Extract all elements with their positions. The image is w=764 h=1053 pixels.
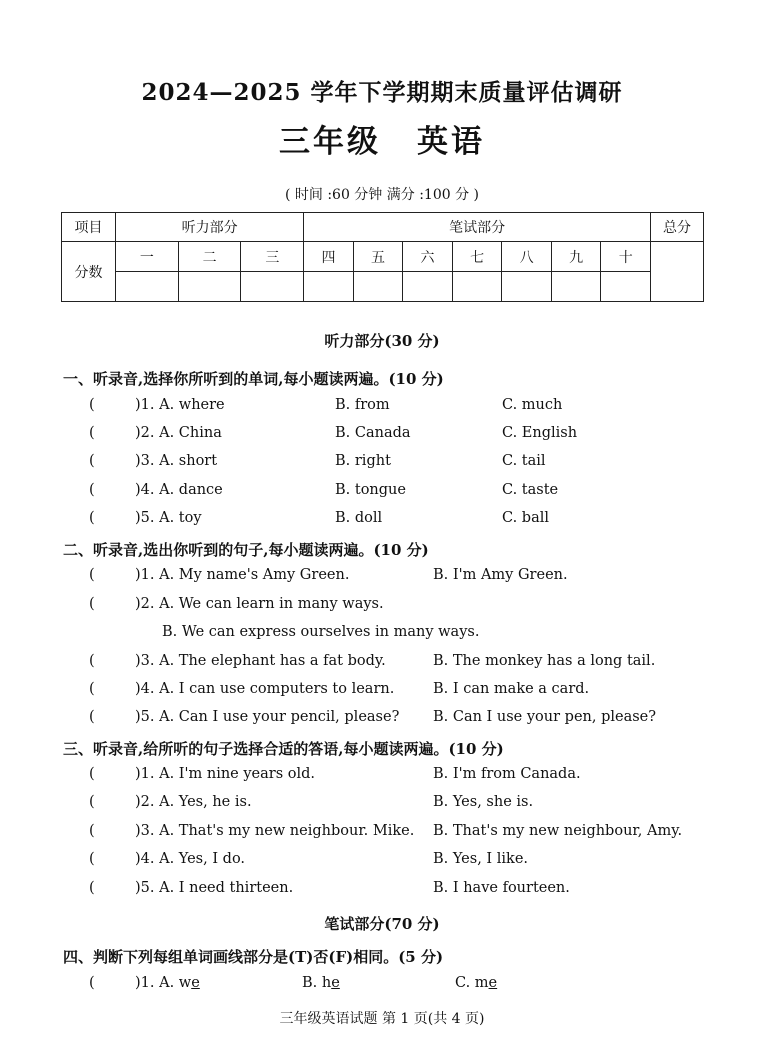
option-a — [135, 975, 200, 991]
list-item — [0, 880, 764, 902]
col-header: 五 — [353, 242, 403, 272]
answer-paren[interactable]: ( — [89, 567, 95, 583]
score-cell[interactable] — [551, 272, 601, 302]
list-item — [0, 567, 764, 589]
col-header: 三 — [241, 242, 304, 272]
option-a: )3. A. short — [135, 453, 218, 469]
option-b-underlined: e — [331, 975, 340, 991]
score-cell[interactable] — [502, 272, 552, 302]
option-b: B. The monkey has a long tail. — [433, 653, 656, 669]
answer-paren[interactable]: ( — [89, 453, 95, 469]
score-cell[interactable] — [353, 272, 403, 302]
option-c: C. ball — [502, 510, 549, 526]
option-b: B. I'm from Canada. — [433, 766, 581, 782]
option-c: C. English — [502, 425, 578, 441]
answer-paren[interactable]: ( — [89, 482, 95, 498]
answer-paren[interactable]: ( — [89, 880, 95, 896]
answer-paren[interactable]: ( — [89, 510, 95, 526]
score-cell[interactable] — [452, 272, 502, 302]
list-item — [0, 624, 764, 646]
option-a-underlined: e — [191, 975, 200, 991]
answer-paren[interactable]: ( — [89, 681, 95, 697]
option-b: B. doll — [335, 510, 383, 526]
section3-heading: 三、听录音,给所听的句子选择合适的答语,每小题读两遍。(10 分) — [63, 740, 504, 758]
listening-section-header: 听力部分(30 分) — [324, 332, 440, 350]
score-cell[interactable] — [241, 272, 304, 302]
option-b: B. We can express ourselves in many ways. — [162, 624, 480, 640]
page-footer: 三年级英语试题 第 1 页(共 4 页) — [279, 1011, 485, 1027]
col-header: 四 — [304, 242, 354, 272]
list-item — [0, 851, 764, 873]
score-cell[interactable] — [304, 272, 354, 302]
option-c-text: C. m — [455, 975, 489, 991]
subject-label: 英语 — [417, 124, 485, 160]
item-label: 项目 — [62, 213, 116, 242]
answer-paren[interactable]: ( — [89, 596, 95, 612]
option-b: B. Yes, I like. — [433, 851, 529, 867]
col-header: 十 — [601, 242, 651, 272]
score-table — [61, 212, 704, 302]
list-item — [0, 794, 764, 816]
answer-paren[interactable]: ( — [89, 851, 95, 867]
answer-paren[interactable]: ( — [89, 425, 95, 441]
score-label: 分数 — [62, 242, 116, 302]
answer-paren[interactable]: ( — [89, 766, 95, 782]
exam-subtitle — [0, 116, 764, 161]
option-c-underlined: e — [488, 975, 498, 991]
option-a: )5. A. I need thirteen. — [135, 880, 294, 896]
score-cell[interactable] — [116, 272, 179, 302]
option-b: B. from — [335, 397, 390, 413]
answer-paren[interactable]: ( — [89, 397, 95, 413]
writing-section-header: 笔试部分(70 分) — [324, 915, 440, 933]
list-item — [0, 510, 764, 532]
exam-title: 2024—2025 学年下学期期末质量评估调研 — [141, 79, 623, 106]
section2-heading: 二、听录音,选出你听到的句子,每小题读两遍。(10 分) — [63, 541, 429, 559]
list-item — [0, 453, 764, 475]
col-header: 一 — [116, 242, 179, 272]
score-cell[interactable] — [178, 272, 241, 302]
list-item — [0, 653, 764, 675]
list-item — [0, 397, 764, 419]
list-item — [0, 681, 764, 703]
option-b: B. Yes, she is. — [433, 794, 534, 810]
total-label: 总分 — [651, 213, 704, 242]
option-a: )1. A. I'm nine years old. — [135, 766, 316, 782]
list-item — [0, 596, 764, 618]
option-b: B. tongue — [335, 482, 406, 498]
option-a: )2. A. China — [135, 425, 222, 441]
list-item — [0, 709, 764, 731]
option-a: )4. A. Yes, I do. — [135, 851, 246, 867]
list-item — [0, 823, 764, 845]
section4-heading: 四、判断下列每组单词画线部分是(T)否(F)相同。(5 分) — [63, 948, 444, 966]
grade-label: 三年级 — [279, 124, 381, 160]
option-a: )1. A. where — [135, 397, 225, 413]
option-c: C. much — [502, 397, 563, 413]
option-a-text: )1. A. w — [135, 975, 192, 991]
option-a: )5. A. toy — [135, 510, 202, 526]
col-header: 六 — [403, 242, 453, 272]
score-cell[interactable] — [403, 272, 453, 302]
col-header: 七 — [452, 242, 502, 272]
option-b: B. Can I use your pen, please? — [433, 709, 657, 725]
option-b: B. I'm Amy Green. — [433, 567, 568, 583]
total-score-cell[interactable] — [651, 242, 704, 302]
col-header: 八 — [502, 242, 552, 272]
option-a: )1. A. My name's Amy Green. — [135, 567, 350, 583]
option-c — [455, 975, 497, 991]
option-b: B. Canada — [335, 425, 411, 441]
list-item — [0, 425, 764, 447]
option-b: B. That's my new neighbour, Amy. — [433, 823, 683, 839]
option-a: )4. A. I can use computers to learn. — [135, 681, 395, 697]
exam-meta: ( 时间 :60 分钟 满分 :100 分 ) — [284, 187, 480, 203]
option-b — [302, 975, 340, 991]
listening-label: 听力部分 — [116, 213, 304, 242]
answer-paren[interactable]: ( — [89, 794, 95, 810]
option-b: B. I can make a card. — [433, 681, 590, 697]
option-b: B. right — [335, 453, 391, 469]
list-item — [0, 482, 764, 504]
option-b: B. I have fourteen. — [433, 880, 570, 896]
score-cell[interactable] — [601, 272, 651, 302]
answer-paren[interactable]: ( — [89, 823, 95, 839]
list-item — [0, 766, 764, 788]
section1-heading: 一、听录音,选择你所听到的单词,每小题读两遍。(10 分) — [63, 370, 444, 388]
option-a: )4. A. dance — [135, 482, 223, 498]
answer-paren[interactable]: ( — [89, 709, 95, 725]
option-c: C. taste — [502, 482, 559, 498]
list-item — [0, 975, 764, 997]
option-a: )3. A. The elephant has a fat body. — [135, 653, 386, 669]
option-b-text: B. h — [302, 975, 332, 991]
answer-paren[interactable]: ( — [89, 975, 95, 991]
option-c: C. tail — [502, 453, 546, 469]
option-a: )2. A. We can learn in many ways. — [135, 596, 384, 612]
option-a: )2. A. Yes, he is. — [135, 794, 252, 810]
option-a: )3. A. That's my new neighbour. Mike. — [135, 823, 415, 839]
writing-label: 笔试部分 — [304, 213, 651, 242]
answer-paren[interactable]: ( — [89, 653, 95, 669]
col-header: 九 — [551, 242, 601, 272]
option-a: )5. A. Can I use your pencil, please? — [135, 709, 400, 725]
col-header: 二 — [178, 242, 241, 272]
